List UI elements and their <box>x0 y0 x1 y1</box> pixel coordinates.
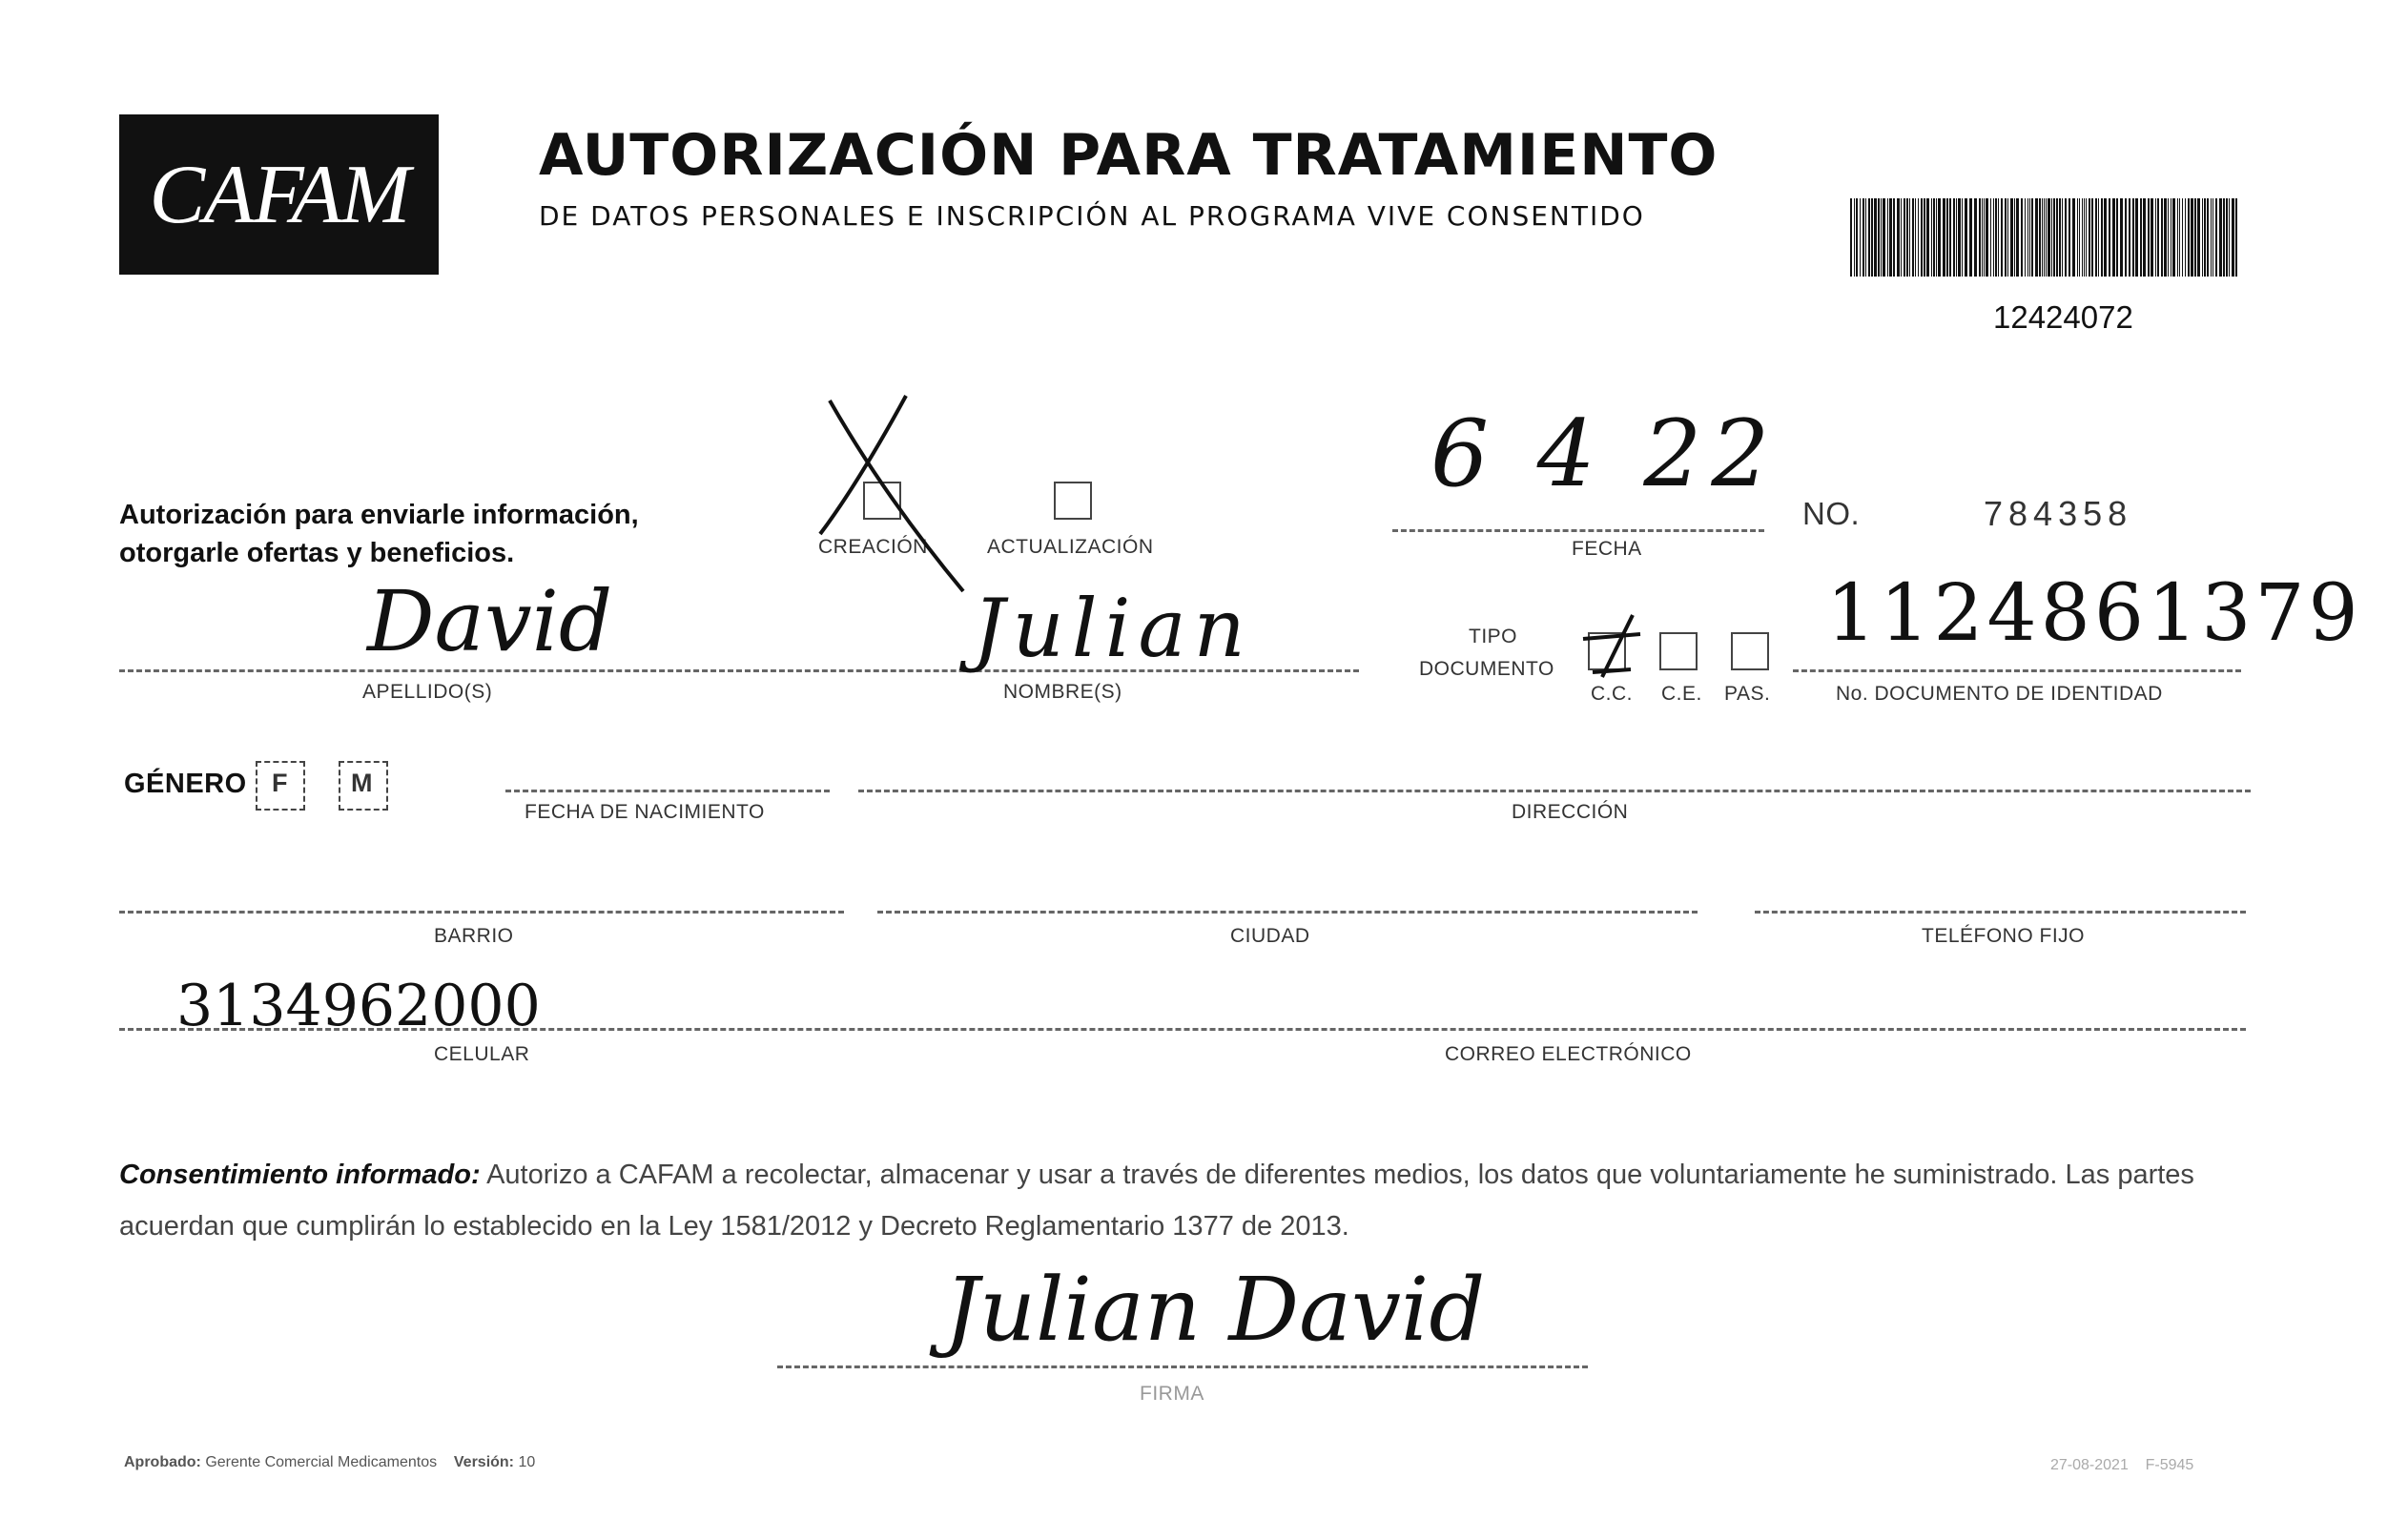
cafam-logo <box>119 114 439 275</box>
pas-label: PAS. <box>1724 683 1771 705</box>
form-title: AUTORIZACIÓN PARA TRATAMIENTO <box>539 122 1719 189</box>
ce-label: C.E. <box>1661 683 1702 705</box>
ce-checkbox[interactable] <box>1659 632 1698 670</box>
footer-code <box>2050 1457 2193 1474</box>
consent-paragraph <box>119 1149 2255 1252</box>
cc-label: C.C. <box>1591 683 1633 705</box>
aprobado-value: Gerente Comercial Medicamentos <box>205 1454 438 1470</box>
apellidos-label: APELLIDO(S) <box>362 681 493 703</box>
celular-value[interactable]: 3134962000 <box>176 973 541 1039</box>
tipo-documento-label-1: TIPO <box>1469 626 1518 647</box>
barcode-number: 12424072 <box>1993 299 2133 335</box>
genero-f-label: F <box>272 769 288 797</box>
no-value: 784358 <box>1984 494 2133 533</box>
version-value: 10 <box>518 1454 536 1470</box>
footer-form-code: F-5945 <box>2145 1457 2194 1473</box>
actualizacion-checkbox[interactable] <box>1054 482 1092 520</box>
logo-text: CAFAM <box>149 148 409 241</box>
celular-label: CELULAR <box>434 1043 530 1065</box>
correo-label: CORREO ELECTRÓNICO <box>1445 1043 1692 1065</box>
barrio-label: BARRIO <box>434 925 514 947</box>
tipo-documento-label-2: DOCUMENTO <box>1419 658 1554 680</box>
authorization-label-line2: otorgarle ofertas y beneficios. <box>119 538 515 568</box>
creacion-label: CREACIÓN <box>818 536 928 558</box>
barrio-line <box>119 911 844 914</box>
footer-approval <box>124 1454 535 1471</box>
fecha-nacimiento-label: FECHA DE NACIMIENTO <box>525 801 765 823</box>
consent-lead: Consentimiento informado: <box>119 1160 481 1190</box>
footer-date-code: 27-08-2021 <box>2050 1457 2129 1473</box>
apellidos-value[interactable]: David <box>367 572 613 670</box>
fecha-line <box>1392 529 1764 532</box>
telefono-label: TELÉFONO FIJO <box>1922 925 2086 947</box>
fecha-value[interactable]: 6 4 22 <box>1430 400 1780 507</box>
genero-m-label: M <box>351 769 373 797</box>
telefono-line <box>1755 911 2246 914</box>
actualizacion-label: ACTUALIZACIÓN <box>987 536 1154 558</box>
fecha-nacimiento-line <box>505 790 830 792</box>
signature-line <box>777 1365 1588 1368</box>
authorization-label <box>119 496 639 572</box>
direccion-label: DIRECCIÓN <box>1512 801 1629 823</box>
nombres-value[interactable]: Julian <box>973 582 1253 675</box>
ciudad-line <box>877 911 1698 914</box>
signature-label: FIRMA <box>1140 1383 1204 1405</box>
aprobado-label: Aprobado: <box>124 1454 201 1470</box>
creacion-x-mark <box>801 391 992 601</box>
no-label: NO. <box>1802 496 1861 531</box>
authorization-label-line1: Autorización para enviarle información, <box>119 500 639 530</box>
direccion-line <box>858 790 2251 792</box>
signature-value[interactable]: Julian David <box>944 1259 1486 1361</box>
cc-check-mark <box>1574 610 1650 687</box>
fecha-label: FECHA <box>1572 538 1642 560</box>
documento-line <box>1793 669 2241 672</box>
genero-label: GÉNERO <box>124 769 247 799</box>
barcode <box>1850 198 2241 277</box>
version-label: Versión: <box>453 1454 515 1470</box>
documento-value[interactable]: 1124861379 <box>1826 568 2362 659</box>
pas-checkbox[interactable] <box>1731 632 1769 670</box>
form-subtitle: DE DATOS PERSONALES E INSCRIPCIÓN AL PROGRAMA VIVE CONSENTIDO <box>539 200 1645 232</box>
documento-label: No. DOCUMENTO DE IDENTIDAD <box>1836 683 2163 705</box>
consent-text: Autorizo a CAFAM a recolectar, almacenar y usar a través de diferentes medios, los datos que voluntariamente he suministrado. Las partes acuerdan que cumplirán lo establecido en la Ley 1581/2012 y Decreto Reglamentario 1377 de 2013. <box>119 1160 2194 1242</box>
nombres-label: NOMBRE(S) <box>1003 681 1122 703</box>
ciudad-label: CIUDAD <box>1230 925 1310 947</box>
